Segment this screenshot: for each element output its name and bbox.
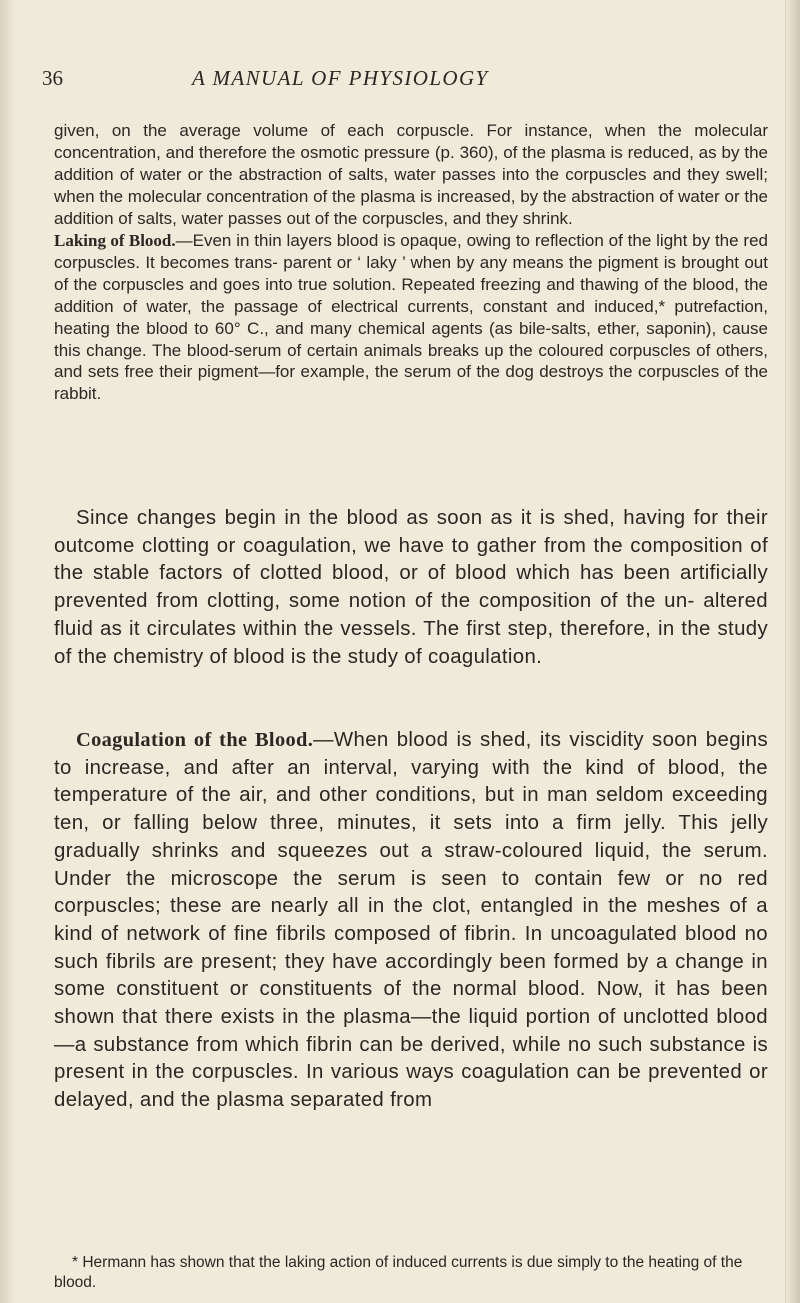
running-head: A MANUAL OF PHYSIOLOGY (192, 66, 489, 90)
paragraph-osmotic (54, 120, 768, 230)
page-edge-left (0, 0, 14, 1303)
coagulation-heading: Coagulation of the Blood. (76, 729, 314, 751)
paragraph-coagulation (54, 727, 768, 1115)
page-edge-right (785, 0, 800, 1303)
paragraph-osmotic-text: given, on the average volume of each corpuscle. For instance, when the molecular concentration, and therefore the osmotic pressure (p. 360), of the plasma is reduced, as by the addition of water or the abstraction of salts, water passes into the corpuscles and they swell; when the molecular concentration of the plasma is increased, by the abstraction of water or the addition of salts, water passes out of the corpuscles, and they shrink. (54, 121, 768, 228)
laking-heading: Laking of Blood. (54, 231, 176, 250)
paragraph-laking (54, 230, 768, 405)
page-header (42, 66, 742, 96)
paragraph-changes-text: Since changes begin in the blood as soon as it is shed, having for their outcome clotting or coagulation, we have to gather from the composition of the stable factors of clotted blood, or of blood which has been artificially prevented from clotting, some notion of the composition of the un- altered fluid as it circulates within the vessels. The first step, therefore, in the study of the chemistry of blood is the study of coagulation. (54, 507, 768, 668)
paragraph-changes (54, 505, 768, 671)
paragraph-coagulation-text: —When blood is shed, its viscidity soon begins to increase, and after an interval, varying with the kind of blood, the temperature of the air, and other conditions, but in man seldom exceeding ten, or falling below three, minutes, it sets into a firm jelly. This jelly gradually shrinks and squeezes out a straw-coloured liquid, the serum. Under the microscope the serum is seen to contain few or no red corpuscles; these are nearly all in the clot, entangled in the meshes of a kind of network of fine fibrils composed of fibrin. In uncoagulated blood no such fibrils are present; they have accordingly been formed by a change in some constituent or constituents of the normal blood. Now, it has been shown that there exists in the plasma—the liquid portion of unclotted blood—a substance from which fibrin can be derived, while no such substance is present in the corpuscles. In various ways coagulation can be prevented or delayed, and the plasma separated from (54, 729, 768, 1112)
paragraph-laking-text: —Even in thin layers blood is opaque, owing to reflection of the light by the red corpuscles. It becomes trans- parent or ‘ laky ’ when by any means the pigment is brought out of the corpuscles and goes into true solution. Repeated freezing and thawing of the blood, the addition of water, the passage of electrical currents, constant and induced,* putrefaction, heating the blood to 60° C., and many chemical agents (as bile-salts, ether, saponin), cause this change. The blood-serum of certain animals breaks up the coloured corpuscles of others, and sets free their pigment—for example, the serum of the dog destroys the corpuscles of the rabbit. (54, 231, 768, 404)
footnote-text: * Hermann has shown that the laking action of induced currents is due simply to the heating of the blood. (54, 1254, 743, 1291)
page-number: 36 (42, 66, 63, 90)
footnote (54, 1253, 768, 1292)
